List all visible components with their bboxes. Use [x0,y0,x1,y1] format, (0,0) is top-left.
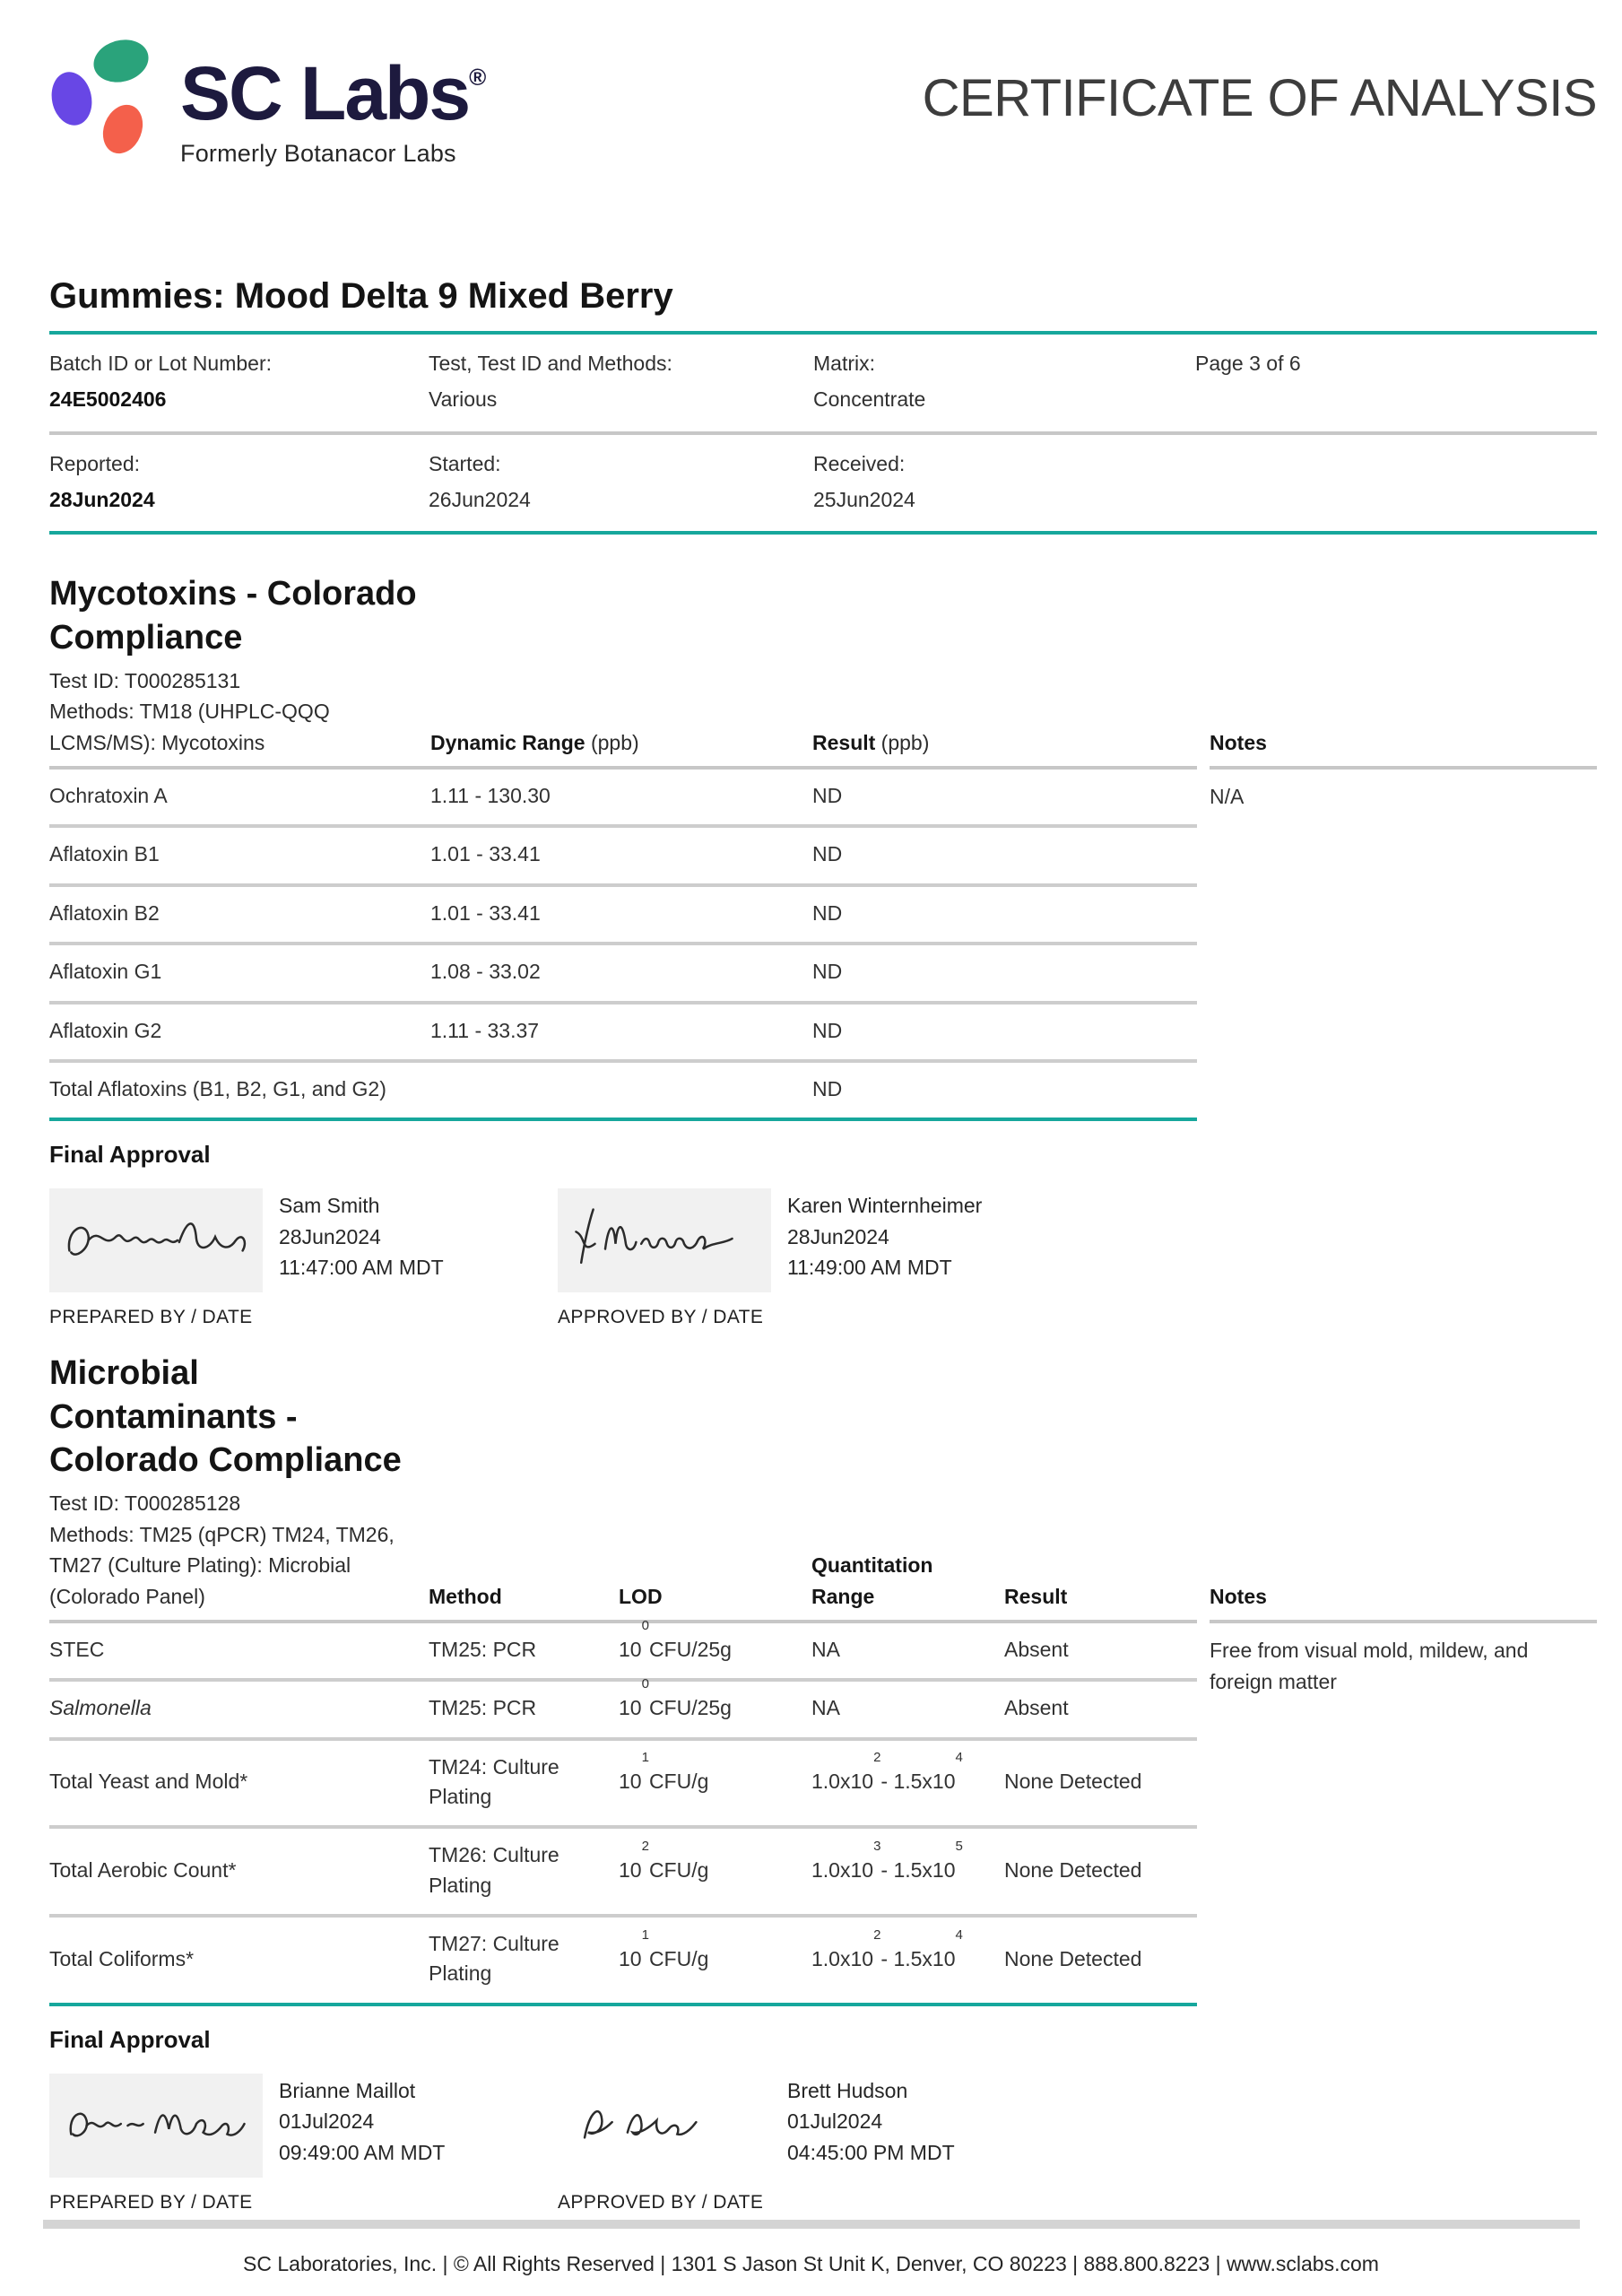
col-header-notes: Notes [1210,727,1597,770]
col-header-quantitation-range: Quantitation Range [811,1550,1004,1623]
started-field [429,449,813,516]
brand-tagline: Formerly Botanacor Labs [180,140,456,167]
approved-by-block [558,2074,955,2213]
analyte-result: ND [812,770,1197,828]
signature-brianne-maillot [49,2074,263,2178]
analyte-method: TM27: Culture Plating [429,1918,619,2006]
brand-name: SC Labs® [180,51,487,135]
signature-date: 28Jun2024 [787,1224,889,1248]
analyte-lod: 10 $^1$ CFU/g [619,1741,811,1830]
analyte-quant-range: NA [811,1682,1004,1740]
analyte-name: Aflatoxin G1 [49,945,430,1004]
analyte-result: None Detected [1004,1918,1197,2006]
reported-value: 28Jun2024 [49,488,155,512]
signer-name: Sam Smith [279,1194,380,1218]
analyte-lod: 10 $^0$ CFU/25g [619,1682,811,1740]
page-number: Page 3 of 6 [1195,352,1301,375]
analyte-name: Total Aerobic Count* [49,1829,429,1918]
signature-time: 09:49:00 AM MDT [279,2140,446,2164]
analyte-result: ND [812,828,1197,886]
analyte-result: ND [812,1004,1197,1063]
reported-label: Reported: [49,451,141,475]
analyte-name: Total Yeast and Mold* [49,1741,429,1830]
registered-mark: ® [469,64,487,91]
batch-id-value: 24E5002406 [49,387,167,412]
microbial-table [49,1488,1597,2006]
analyte-result: ND [812,945,1197,1004]
analyte-method: TM26: Culture Plating [429,1829,619,1918]
test-methods-label: Test, Test ID and Methods: [429,352,672,375]
sample-info-row-1 [49,335,1597,431]
certificate-title: CERTIFICATE OF ANALYSIS [922,69,1597,127]
analyte-result: None Detected [1004,1741,1197,1830]
analyte-quant-range: 1.0x10 $^2$ - 1.5x10 $^4$ [811,1918,1004,2006]
mycotoxins-meta: Test ID: T000285131 Methods: TM18 (UHPLC-QQQ LCMS/MS): Mycotoxins [49,665,430,770]
analyte-result: Absent [1004,1623,1197,1682]
analyte-result: None Detected [1004,1829,1197,1918]
signature-time: 11:47:00 AM MDT [279,1256,444,1280]
final-approval-microbial [49,2026,1597,2213]
started-label: Started: [429,451,501,475]
col-header-result: Result [1004,1581,1197,1624]
analyte-quant-range: NA [811,1623,1004,1682]
analyte-lod: 10 $^0$ CFU/25g [619,1623,811,1682]
microbial-notes-value: Free from visual mold, mildew, and foreign matter [1210,1639,1529,1693]
analyte-name: Ochratoxin A [49,770,430,828]
approved-by-block [558,1188,982,1328]
signature-date: 01Jul2024 [787,2109,883,2134]
batch-id-label: Batch ID or Lot Number: [49,352,272,375]
sc-labs-petals-icon [49,30,155,165]
prepared-by-details [279,1188,444,1292]
analyte-lod: 10 $^1$ CFU/g [619,1918,811,2006]
signer-name: Karen Winternheimer [787,1194,983,1218]
signature-date: 28Jun2024 [279,1224,381,1248]
product-title: Gummies: Mood Delta 9 Mixed Berry [49,276,673,316]
col-header-result: Result (ppb) [812,727,1197,770]
col-header-lod: LOD [619,1581,811,1624]
analyte-name: STEC [49,1623,429,1682]
analyte-name: Salmonella [49,1682,429,1740]
analyte-result: ND [812,887,1197,945]
analyte-method: TM25: PCR [429,1623,619,1682]
page-number-field [1195,349,1597,415]
analyte-range: 1.11 - 130.30 [430,770,812,828]
analyte-method: TM24: Culture Plating [429,1741,619,1830]
final-approval-mycotoxins [49,1141,1597,1328]
matrix-label: Matrix: [813,352,875,375]
approved-by-details [787,2074,955,2178]
received-label: Received: [813,451,906,475]
signature-date: 01Jul2024 [279,2109,375,2134]
signature-karen-winternheimer [558,1188,771,1292]
analyte-name: Total Aflatoxins (B1, B2, G1, and G2) [49,1063,430,1121]
signature-sam-smith [49,1188,263,1292]
col-header-dynamic-range: Dynamic Range (ppb) [430,727,812,770]
analyte-name: Total Coliforms* [49,1918,429,2006]
teal-rule-info-bottom [49,531,1597,535]
approved-by-label: APPROVED BY / DATE [558,1307,764,1328]
test-methods-field [429,349,813,415]
microbial-meta: Test ID: T000285128 Methods: TM25 (qPCR) TM24, TM26, TM27 (Culture Plating): Microbial (Colorado Panel) [49,1488,429,1623]
analyte-range: 1.01 - 33.41 [430,828,812,886]
mycotoxins-title: Mycotoxins - Colorado Compliance [49,575,417,657]
analyte-name: Aflatoxin B1 [49,828,430,886]
logo-text-block [180,30,486,168]
col-header-method: Method [429,1581,619,1624]
analyte-range: 1.01 - 33.41 [430,887,812,945]
document-footer [0,2220,1622,2296]
mycotoxins-table [49,665,1597,1122]
footer-text: SC Laboratories, Inc. | © All Rights Reserved | 1301 S Jason St Unit K, Denver, CO 80223 | 888.800.8223 | www.sclabs.com [243,2252,1379,2275]
col-header-notes: Notes [1210,1581,1597,1624]
sample-info-row-2 [49,435,1597,532]
mycotoxins-notes-value: N/A [1210,785,1245,809]
matrix-field [813,349,1195,415]
approved-by-details [787,1188,982,1292]
prepared-by-block [49,2074,558,2213]
signature-time: 04:45:00 PM MDT [787,2140,955,2164]
final-approval-heading: Final Approval [49,1141,211,1169]
analyte-range [430,1063,812,1121]
signature-time: 11:49:00 AM MDT [787,1256,952,1280]
analyte-range: 1.11 - 33.37 [430,1004,812,1063]
reported-field [49,449,429,516]
prepared-by-details [279,2074,445,2178]
analyte-method: TM25: PCR [429,1682,619,1740]
prepared-by-label: PREPARED BY / DATE [49,1307,253,1328]
signer-name: Brianne Maillot [279,2078,416,2102]
sc-labs-logo [49,30,486,168]
approved-by-label: APPROVED BY / DATE [558,2191,764,2213]
mycotoxins-section [49,572,1597,1121]
analyte-result: ND [812,1063,1197,1121]
analyte-result: Absent [1004,1682,1197,1740]
matrix-value: Concentrate [813,387,926,412]
document-header [49,30,1597,203]
received-field [813,449,1195,516]
received-value: 25Jun2024 [813,488,915,512]
final-approval-heading: Final Approval [49,2025,211,2053]
batch-id-field [49,349,429,415]
signer-name: Brett Hudson [787,2078,908,2102]
prepared-by-label: PREPARED BY / DATE [49,2191,253,2213]
prepared-by-block [49,1188,558,1328]
analyte-range: 1.08 - 33.02 [430,945,812,1004]
analyte-name: Aflatoxin B2 [49,887,430,945]
signature-brett-hudson [558,2074,771,2178]
analyte-quant-range: 1.0x10 $^3$ - 1.5x10 $^5$ [811,1829,1004,1918]
started-value: 26Jun2024 [429,488,531,512]
microbial-section [49,1352,1597,2006]
test-methods-value: Various [429,387,498,412]
analyte-lod: 10 $^2$ CFU/g [619,1829,811,1918]
microbial-title: Microbial Contaminants - Colorado Compliance [49,1354,402,1480]
analyte-name: Aflatoxin G2 [49,1004,430,1063]
footer-divider-bar [43,2220,1580,2229]
analyte-quant-range: 1.0x10 $^2$ - 1.5x10 $^4$ [811,1741,1004,1830]
